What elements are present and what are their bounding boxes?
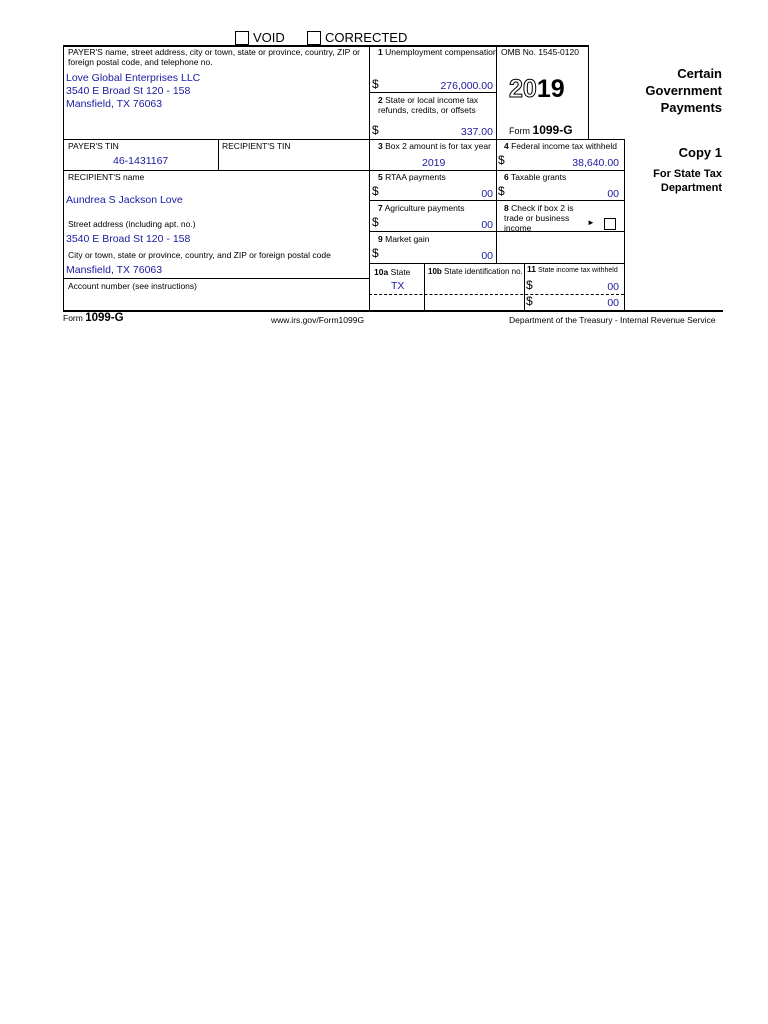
box1-value: 276,000.00 bbox=[440, 80, 493, 92]
box2-label: 2 State or local income tax refunds, credits, or offsets bbox=[378, 95, 479, 115]
box11-dollar-2: $ bbox=[526, 294, 533, 308]
form-id: Form 1099-G bbox=[509, 123, 573, 137]
title-line2: Government bbox=[645, 83, 722, 98]
box4-dollar: $ bbox=[498, 153, 505, 167]
void-checkbox[interactable] bbox=[235, 31, 249, 45]
omb-number: OMB No. 1545-0120 bbox=[501, 47, 579, 57]
box2-dollar: $ bbox=[372, 123, 379, 137]
payer-tin-label: PAYER'S TIN bbox=[68, 141, 119, 151]
box1-dollar: $ bbox=[372, 77, 379, 91]
box6-value: 00 bbox=[607, 188, 619, 200]
box10b-label: 10b State identification no. bbox=[428, 267, 523, 276]
corrected-label: CORRECTED bbox=[325, 30, 408, 45]
payer-label: PAYER'S name, street address, city or town, state or province, country, ZIP or foreign postal code, and telephone no. bbox=[68, 47, 361, 67]
payer-street: 3540 E Broad St 120 - 158 bbox=[66, 85, 191, 97]
box4-value: 38,640.00 bbox=[572, 157, 619, 169]
box7-value: 00 bbox=[481, 219, 493, 231]
box3-label: 3 Box 2 amount is for tax year bbox=[378, 141, 491, 151]
recipient-name-label: RECIPIENT'S name bbox=[68, 172, 145, 182]
corrected-checkbox[interactable] bbox=[307, 31, 321, 45]
box4-label: 4 Federal income tax withheld bbox=[504, 141, 617, 151]
recipient-city-label: City or town, state or province, country, and ZIP or foreign postal code bbox=[68, 250, 331, 260]
recipient-tin-label: RECIPIENT'S TIN bbox=[222, 141, 291, 151]
footer-form-id: Form 1099-G bbox=[63, 312, 124, 324]
box1-label: 1 Unemployment compensation bbox=[378, 47, 498, 57]
void-label: VOID bbox=[253, 30, 285, 45]
recipient-city: Mansfield, TX 76063 bbox=[66, 264, 163, 276]
box9-dollar: $ bbox=[372, 246, 379, 260]
box8-label: 8 Check if box 2 is trade or business income bbox=[504, 203, 574, 233]
recipient-name: Aundrea S Jackson Love bbox=[66, 194, 183, 206]
recipient-street: 3540 E Broad St 120 - 158 bbox=[66, 233, 191, 245]
box6-dollar: $ bbox=[498, 184, 505, 198]
box11-value-1: 00 bbox=[607, 281, 619, 293]
box11-label: 11 State income tax withheld bbox=[527, 264, 618, 274]
box3-value: 2019 bbox=[422, 157, 446, 169]
copy-label: Copy 1 bbox=[678, 145, 722, 160]
box8-checkbox[interactable] bbox=[604, 218, 616, 230]
footer-url: www.irs.gov/Form1099G bbox=[271, 315, 365, 325]
box11-dollar-1: $ bbox=[526, 278, 533, 292]
box9-label: 9 Market gain bbox=[378, 234, 430, 244]
box5-label: 5 RTAA payments bbox=[378, 172, 446, 182]
box5-dollar: $ bbox=[372, 184, 379, 198]
box2-value: 337.00 bbox=[460, 126, 493, 138]
footer-dept: Department of the Treasury - Internal Revenue Service bbox=[509, 315, 716, 325]
box11-value-2: 00 bbox=[607, 297, 619, 309]
box5-value: 00 bbox=[481, 188, 493, 200]
box10a-label: 10a State bbox=[374, 267, 411, 277]
box7-dollar: $ bbox=[372, 215, 379, 229]
title-line3: Payments bbox=[660, 100, 722, 115]
tax-year: 2019 bbox=[509, 75, 565, 103]
payer-city: Mansfield, TX 76063 bbox=[66, 98, 163, 110]
for-line2: Department bbox=[660, 182, 722, 194]
box10a-value: TX bbox=[391, 280, 405, 292]
for-line1: For State Tax bbox=[653, 168, 722, 180]
account-label: Account number (see instructions) bbox=[68, 281, 197, 291]
title-line1: Certain bbox=[677, 66, 722, 81]
payer-tin: 46-1431167 bbox=[113, 155, 169, 167]
box8-arrow: ► bbox=[587, 218, 595, 227]
payer-name: Love Global Enterprises LLC bbox=[66, 72, 201, 84]
recipient-street-label: Street address (including apt. no.) bbox=[68, 219, 196, 229]
box7-label: 7 Agriculture payments bbox=[378, 203, 465, 213]
box6-label: 6 Taxable grants bbox=[504, 172, 567, 182]
box9-value: 00 bbox=[481, 250, 493, 262]
